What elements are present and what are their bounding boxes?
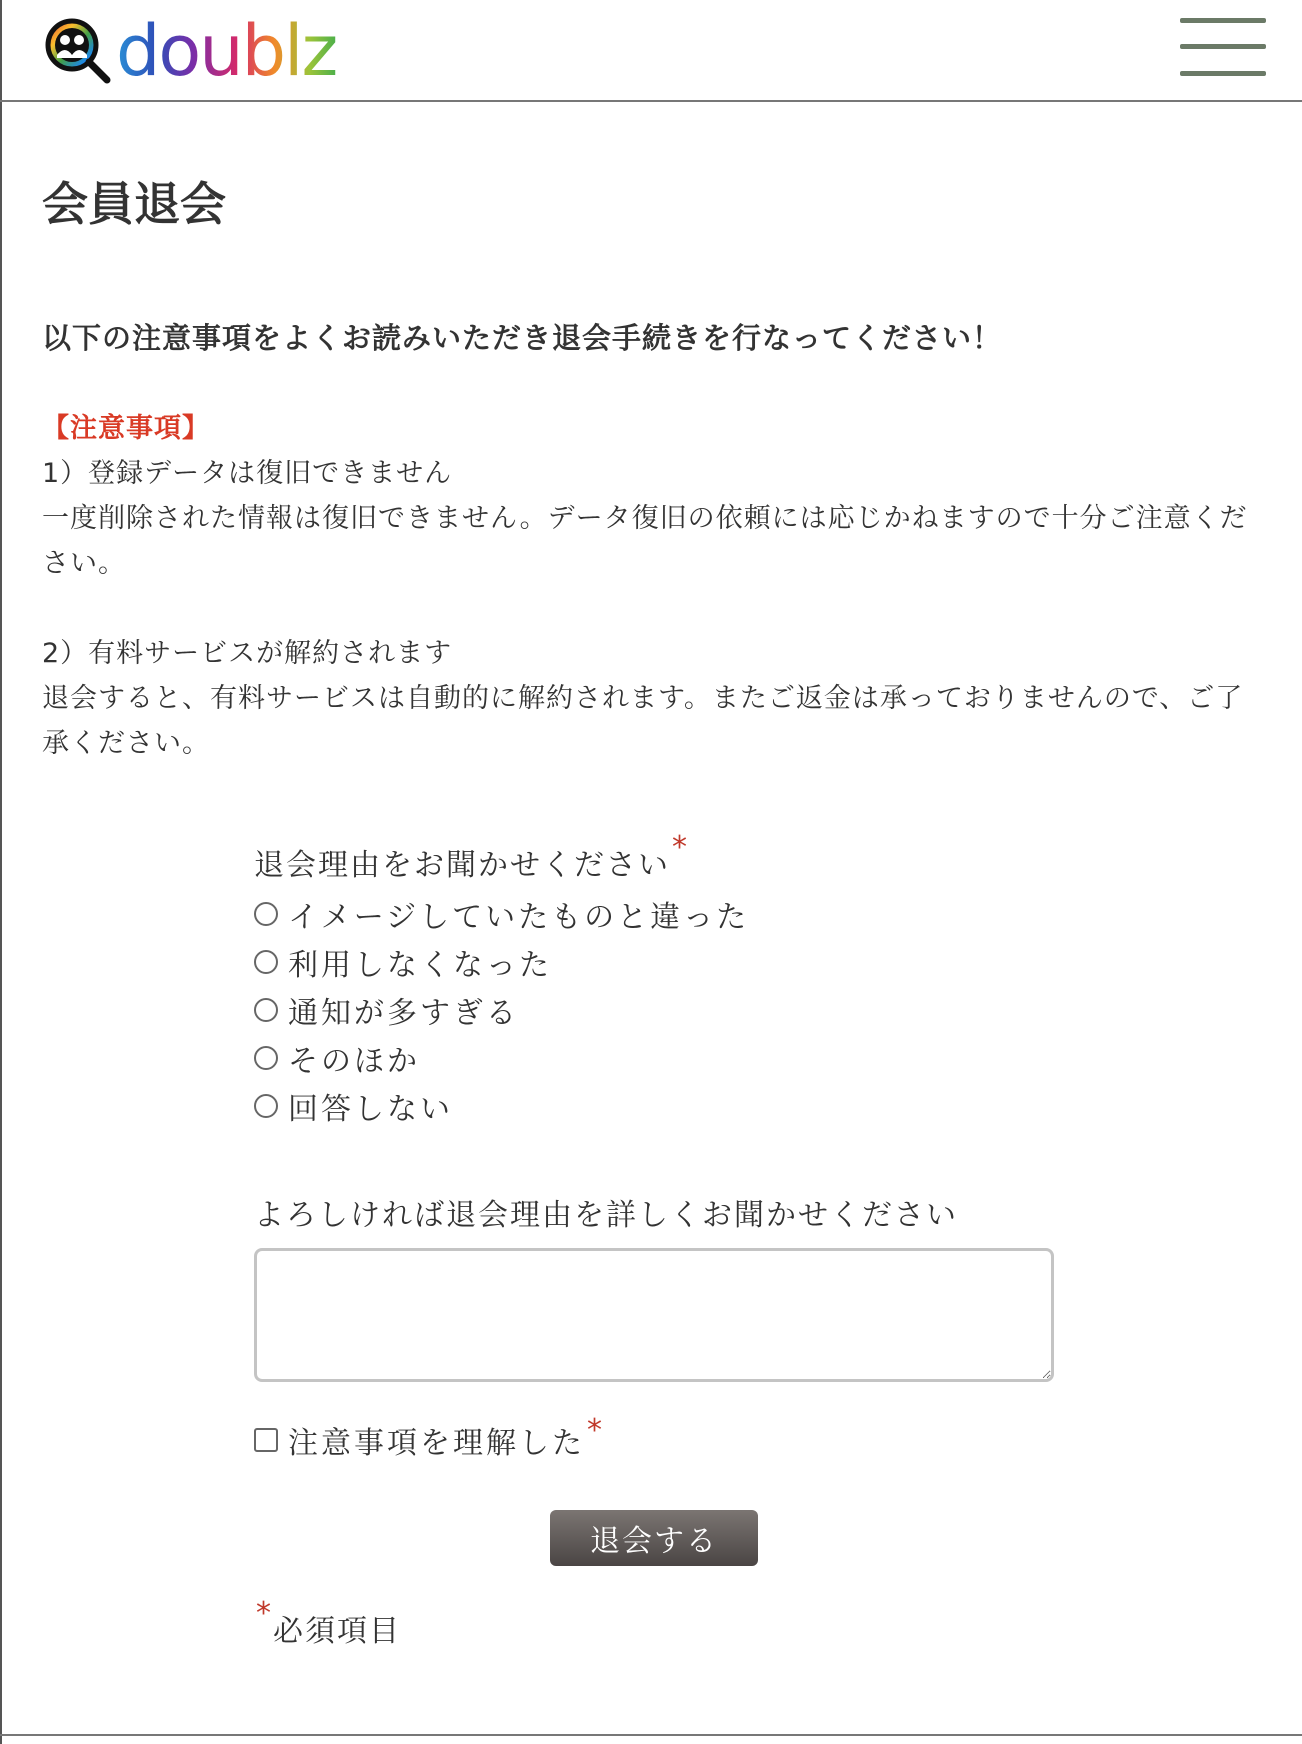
- reason-option-label: そのほか: [288, 1044, 420, 1079]
- note-1-heading: 1）登録データは復旧できません: [42, 458, 453, 489]
- reason-option-label: 回答しない: [288, 1092, 453, 1127]
- page-title: 会員退会: [42, 177, 226, 231]
- required-mark: *: [256, 1596, 273, 1631]
- agree-checkbox[interactable]: [254, 1428, 278, 1452]
- radio-button[interactable]: [254, 950, 278, 974]
- reason-option-5[interactable]: [254, 1082, 1154, 1130]
- note-2-body: 退会すると、有料サービスは自動的に解約されます。またご返金は承っておりませんので、ご了承ください。: [42, 683, 1244, 759]
- reason-option-label: 通知が多すぎる: [288, 996, 519, 1031]
- site-header: [0, 0, 1302, 102]
- radio-button[interactable]: [254, 902, 278, 926]
- detail-label: よろしければ退会理由を詳しくお聞かせください: [254, 1198, 958, 1233]
- reason-option-1[interactable]: [254, 890, 1154, 938]
- logo-text: doublz: [116, 10, 337, 92]
- hamburger-menu-icon[interactable]: [1180, 18, 1266, 80]
- radio-button[interactable]: [254, 1094, 278, 1118]
- withdraw-form: [254, 830, 1154, 1462]
- site-logo[interactable]: [44, 10, 337, 92]
- notes-title: 【注意事項】: [42, 413, 210, 444]
- footer-divider: [0, 1734, 1302, 1736]
- reason-label: [254, 830, 1154, 884]
- agree-label: 注意事項を理解した: [288, 1426, 585, 1461]
- radio-button[interactable]: [254, 1046, 278, 1070]
- required-note: [254, 1596, 401, 1650]
- notes-section: [42, 406, 1262, 766]
- reason-option-2[interactable]: [254, 938, 1154, 986]
- reason-option-4[interactable]: [254, 1034, 1154, 1082]
- reason-option-label: イメージしていたものと違った: [288, 900, 750, 935]
- withdraw-button[interactable]: 退会する: [550, 1510, 758, 1566]
- agree-checkbox-row[interactable]: [254, 1412, 1154, 1462]
- reason-label-text: 退会理由をお聞かせください: [254, 848, 670, 883]
- lead-text: 以下の注意事項をよくお読みいただき退会手続きを行なってください！: [42, 321, 1003, 355]
- detail-textarea[interactable]: [254, 1248, 1054, 1382]
- reason-option-label: 利用しなくなった: [288, 948, 552, 983]
- magnifier-people-icon: [44, 17, 114, 85]
- required-mark: *: [587, 1412, 605, 1448]
- radio-button[interactable]: [254, 998, 278, 1022]
- required-note-text: 必須項目: [273, 1614, 401, 1649]
- note-1-body: 一度削除された情報は復旧できません。データ復旧の依頼には応じかねますので十分ご注意ください。: [42, 503, 1248, 579]
- note-2-heading: 2）有料サービスが解約されます: [42, 638, 453, 669]
- reason-option-3[interactable]: [254, 986, 1154, 1034]
- required-mark: *: [672, 830, 689, 865]
